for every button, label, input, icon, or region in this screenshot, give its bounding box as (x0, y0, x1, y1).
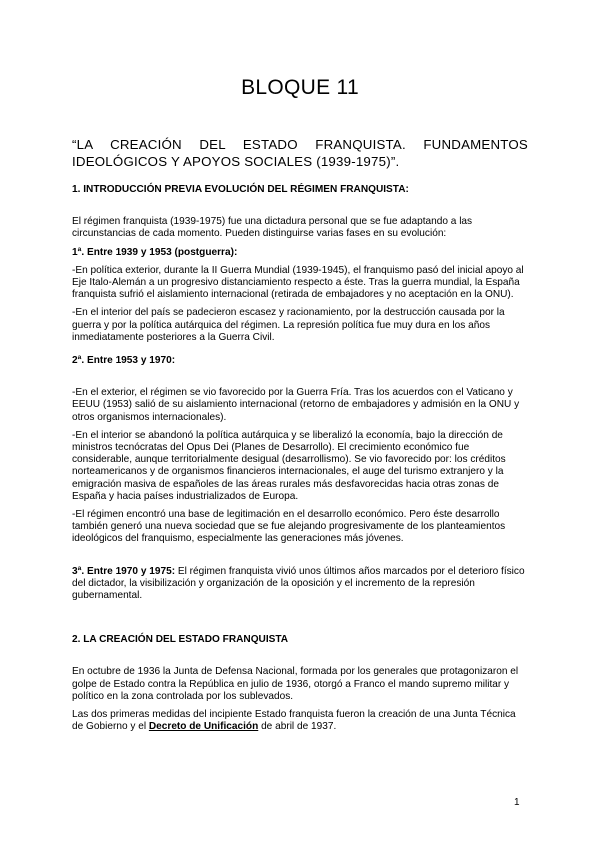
phase-1-heading: 1ª. Entre 1939 y 1953 (postguerra): (72, 246, 238, 258)
decreto-unificacion-term: Decreto de Unificación (148, 721, 259, 733)
phase-1-paragraph-1: -En política exterior, durante la II Guerra Mundial (1939-1945), el franquismo pasó del inicial apoyo al Eje Italo-Alemán a un progresivo distanciamiento respecto a éste. Tras la guerra mundial, la España franquista sufrió el aislamiento internacional (retirada de embajadores y no aceptación en la ONU). (72, 264, 524, 301)
page-number: 1 (514, 797, 520, 808)
section-2-paragraph-1: En octubre de 1936 la Junta de Defensa Nacional, formada por los generales que protagonizaron el golpe de Estado contra la República en julio de 1936, otorgó a Franco el mando supremo militar y político en la zona controlada por los sublevados. (72, 666, 519, 702)
phase-2-paragraph-3: -El régimen encontró una base de legitimación en el desarrollo económico. Pero éste desarrollo también generó una nueva sociedad que se fue alejando progresivamente de los planteamientos ideológicos del franquismo, especialmente las generaciones más jóvenes. (72, 509, 506, 545)
phase-3-heading: 3ª. Entre 1970 y 1975: (72, 565, 176, 577)
section-2-paragraph-2-end: de abril de 1937. (258, 721, 337, 733)
phase-2-paragraph-1: -En el exterior, el régimen se vio favorecido por la Guerra Fría. Tras los acuerdos con el Vaticano y EEUU (1953) salió de su aislamiento internacional (retorno de embajadores y admisión en la ONU y otros organismos internacionales). (72, 387, 520, 423)
phase-2-paragraph-2: -En el interior se abandonó la política autárquica y se liberalizó la economía, bajo la dirección de ministros tecnócratas del Opus Dei (Planes de Desarrollo). El crecimiento económico fue considerable, aunque territorialmente desigual (desarrollismo). Se vio favorecido por: los créditos norteamericanos y de organismos financieros internacionales, el auge del turismo extranjero y la emigración masiva de españoles de las áreas rurales más desfavorecidas hacia otras zonas de España y hacia países industrializados de Europa. (72, 429, 506, 502)
section-2-heading: 2. LA CREACIÓN DEL ESTADO FRANQUISTA (72, 634, 289, 646)
document-subtitle (72, 136, 528, 170)
document-body (72, 184, 528, 734)
phase-3-paragraph (72, 566, 528, 603)
subtitle-line-2: IDEOLÓGICOS Y APOYOS SOCIALES (1939-1975)”. (72, 154, 400, 169)
section-2-paragraph-2 (72, 709, 528, 733)
phase-1-paragraph-2: -En el interior del país se padecieron escasez y racionamiento, por la destrucción causada por la guerra y por la política autárquica del régimen. La represión política fue muy dura en los años inmediatamente posteriores a la Guerra Civil. (72, 307, 505, 343)
phase-3-text: El régimen franquista vivió unos últimos años marcados por el deterioro físico del dictador, la visibilización y organización de la oposición y el incremento de la represión gubernamental. (72, 565, 525, 602)
phase-2-heading: 2ª. Entre 1953 y 1970: (72, 355, 176, 367)
section-2-paragraph-2-start: Las dos primeras medidas del incipiente Estado franquista fueron la creación de una Junta Técnica de Gobierno y el (72, 709, 516, 733)
subtitle-line-1: “LA CREACIÓN DEL ESTADO FRANQUISTA. FUNDAMENTOS (72, 137, 528, 152)
section-1-intro: El régimen franquista (1939-1975) fue una dictadura personal que se fue adaptando a las circunstancias de cada momento. Pueden distinguirse varias fases en su evolución: (72, 216, 473, 240)
page-title: BLOQUE 11 (241, 76, 359, 99)
section-1-heading: 1. INTRODUCCIÓN PREVIA EVOLUCIÓN DEL RÉGIMEN FRANQUISTA: (72, 184, 409, 195)
